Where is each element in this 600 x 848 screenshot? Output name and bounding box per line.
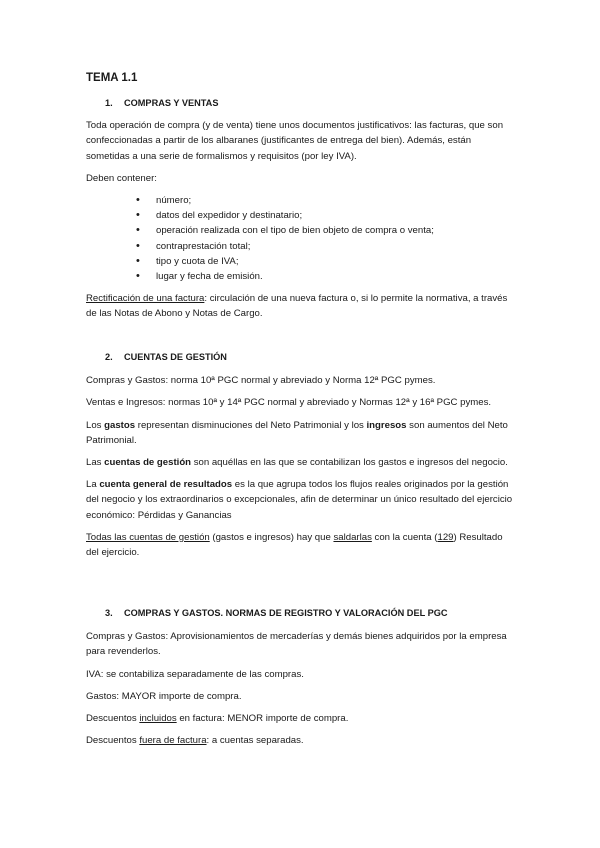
paragraph-rectificacion (86, 291, 516, 321)
text-fragment: con la cuenta ( (371, 531, 438, 543)
text-fragment: Descuentos (86, 713, 140, 725)
page-title: TEMA 1.1 (86, 72, 138, 84)
section-cuentas-gestion (86, 350, 516, 567)
text-fragment: La (86, 479, 100, 491)
section-title-2: CUENTAS DE GESTIÓN (124, 352, 227, 362)
text-bold-cuenta-resultados: cuenta general de resultados (99, 479, 233, 491)
text-underlined: incluidos (139, 713, 177, 725)
section-compras-ventas (86, 96, 516, 329)
paragraph-cuenta-resultados (86, 477, 516, 523)
paragraph-gastos-mayor: Gastos: MAYOR importe de compra. (86, 690, 242, 702)
text-fragment: ) Resultado del ejercicio. (86, 531, 503, 559)
paragraph-compras-gastos: Compras y Gastos: norma 10ª PGC normal y abreviado y Norma 12ª PGC pymes. (86, 375, 436, 387)
text-fragment: son aumentos del Neto Patrimonial. (86, 419, 508, 446)
section-heading-2 (86, 350, 516, 365)
section-title-3: COMPRAS Y GASTOS. NORMAS DE REGISTRO Y VALORACIÓN DEL PGC (124, 608, 448, 618)
paragraph-descuentos-fuera (86, 733, 516, 748)
section-number-3: 3. (105, 608, 113, 618)
rectificacion-text: : circulación de una nueva factura o, si lo permite la normativa, a través de las Notas de Abono y Notas de Cargo. (86, 293, 508, 320)
paragraph-saldarlas (86, 530, 516, 560)
text-fragment: en factura: MENOR importe de compra. (176, 713, 349, 725)
text-fragment: : a cuentas separadas. (206, 735, 304, 747)
paragraph-ventas-ingresos: Ventas e Ingresos: normas 10ª y 14ª PGC normal y abreviado y Normas 12ª y 16ª PGC pymes. (86, 397, 492, 409)
text-fragment: es la que agrupa todos los flujos reales originados por la gestión del negocio y los extraordinarios o excepcionales, afin de determinar un único resultado del ejercicio económico: Pérdidas y Ganancias (86, 479, 513, 521)
text-bold-ingresos: ingresos (366, 419, 407, 431)
list-item: • lugar y fecha de emisión. (136, 269, 516, 284)
paragraph-cuentas-gestion (86, 455, 516, 470)
text-underlined: Todas las cuentas de gestión (86, 531, 210, 543)
text-bold-gastos: gastos (104, 419, 136, 431)
list-item: • tipo y cuota de IVA; (136, 254, 516, 269)
section-heading-1 (86, 96, 516, 111)
text-underlined: fuera de factura (139, 735, 207, 747)
section-number-1: 1. (105, 98, 113, 108)
section-number-2: 2. (105, 352, 113, 362)
text-underlined: saldarlas (333, 531, 372, 543)
paragraph-descuentos-incluidos (86, 711, 516, 726)
text-fragment: Los (86, 419, 105, 431)
paragraph-iva: IVA: se contabiliza separadamente de las compras. (86, 668, 304, 680)
paragraph-facturas: Toda operación de compra (y de venta) tiene unos documentos justificativos: las facturas, que son confeccionadas a partir de los albaranes (justificantes de entrega del bien). Además, están sometidas a una serie de formalismos y requisitos (por ley IVA). (86, 120, 504, 162)
list-item: • contraprestación total; (136, 239, 516, 254)
text-fragment: Las (86, 457, 105, 469)
paragraph-deben-contener: Deben contener: (86, 172, 157, 184)
requisitos-list (86, 193, 516, 284)
rectificacion-label: Rectificación de una factura (86, 293, 205, 305)
text-fragment: representan disminuciones del Neto Patrimonial y los (135, 419, 367, 431)
list-item: • datos del expedidor y destinatario; (136, 208, 516, 223)
section-title-1: COMPRAS Y VENTAS (124, 98, 219, 108)
text-fragment: (gastos e ingresos) hay que (209, 531, 334, 543)
text-fragment: Descuentos (86, 735, 140, 747)
text-bold-cuentas-gestion: cuentas de gestión (104, 457, 192, 469)
section-compras-gastos-normas (86, 606, 516, 755)
text-fragment: son aquéllas en las que se contabilizan los gastos e ingresos del negocio. (191, 457, 508, 469)
paragraph-gastos-ingresos (86, 418, 516, 448)
paragraph-aprovisionamientos: Compras y Gastos: Aprovisionamientos de mercaderías y demás bienes adquiridos por la empresa para revenderlos. (86, 631, 507, 658)
section-heading-3 (86, 606, 516, 621)
list-item: • número; (136, 193, 516, 208)
text-underlined: 129 (437, 531, 454, 543)
list-item: • operación realizada con el tipo de bien objeto de compra o venta; (136, 223, 516, 238)
